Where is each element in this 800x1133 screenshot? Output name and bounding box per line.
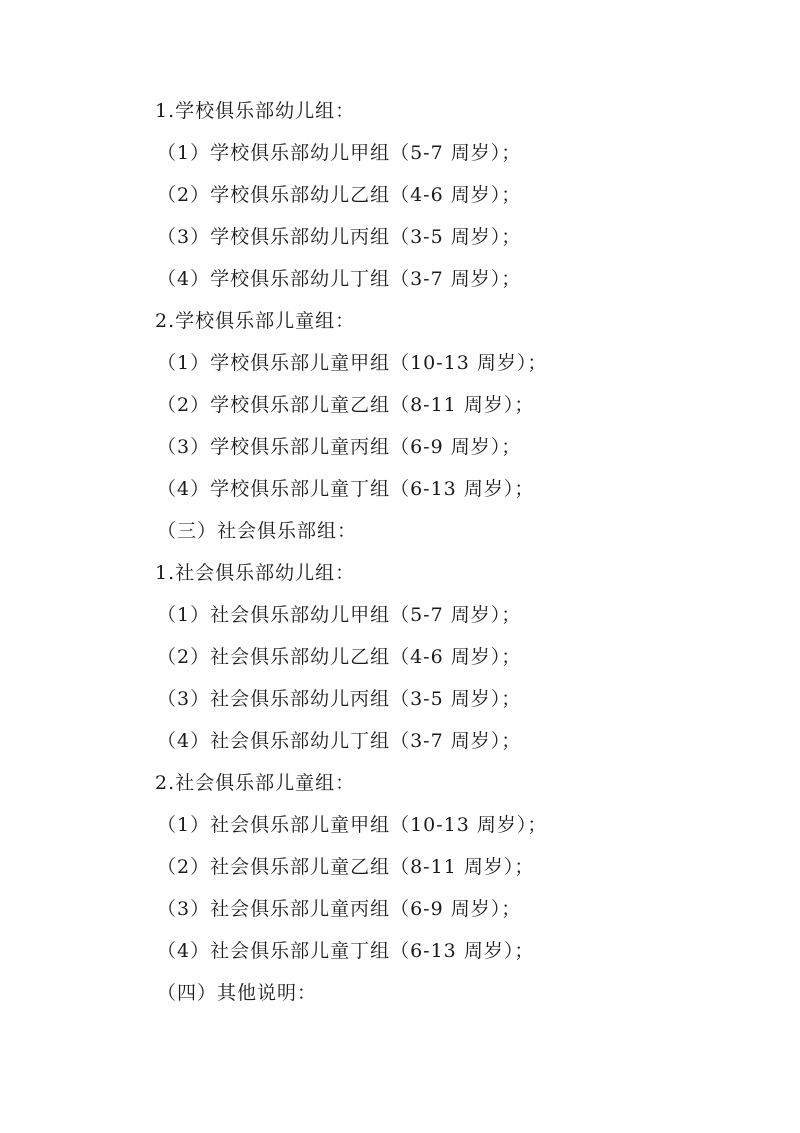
list-item: （1）学校俱乐部儿童甲组（10-13 周岁）； [157,352,548,374]
list-item: （3）社会俱乐部幼儿丙组（3-5 周岁）； [157,688,522,710]
social-kindergarten-heading: 1.社会俱乐部幼儿组： [155,562,356,584]
list-item: （3）学校俱乐部儿童丙组（6-9 周岁）； [157,436,522,458]
list-item: （1）学校俱乐部幼儿甲组（5-7 周岁）； [157,142,522,164]
list-item: （2）学校俱乐部儿童乙组（8-11 周岁）； [157,394,535,416]
list-item: （2）学校俱乐部幼儿乙组（4-6 周岁）； [157,184,522,206]
list-item: （4）社会俱乐部幼儿丁组（3-7 周岁）； [157,730,522,752]
list-item: （1）社会俱乐部儿童甲组（10-13 周岁）； [157,814,548,836]
list-item: （1）社会俱乐部幼儿甲组（5-7 周岁）； [157,604,522,626]
school-children-heading: 2.学校俱乐部儿童组： [155,310,356,332]
list-item: （4）社会俱乐部儿童丁组（6-13 周岁）； [157,940,535,962]
section-heading-other-notes: （四）其他说明： [157,982,318,1004]
social-children-heading: 2.社会俱乐部儿童组： [155,772,356,794]
list-item: （3）学校俱乐部幼儿丙组（3-5 周岁）； [157,226,522,248]
list-item: （3）社会俱乐部儿童丙组（6-9 周岁）； [157,898,522,920]
section-heading-social-club: （三）社会俱乐部组： [157,520,358,542]
list-item: （2）社会俱乐部幼儿乙组（4-6 周岁）； [157,646,522,668]
list-item: （4）学校俱乐部儿童丁组（6-13 周岁）； [157,478,535,500]
list-item: （2）社会俱乐部儿童乙组（8-11 周岁）； [157,856,535,878]
school-kindergarten-heading: 1.学校俱乐部幼儿组： [155,100,356,122]
document-body [0,90,800,1014]
list-item: （4）学校俱乐部幼儿丁组（3-7 周岁）； [157,268,522,290]
